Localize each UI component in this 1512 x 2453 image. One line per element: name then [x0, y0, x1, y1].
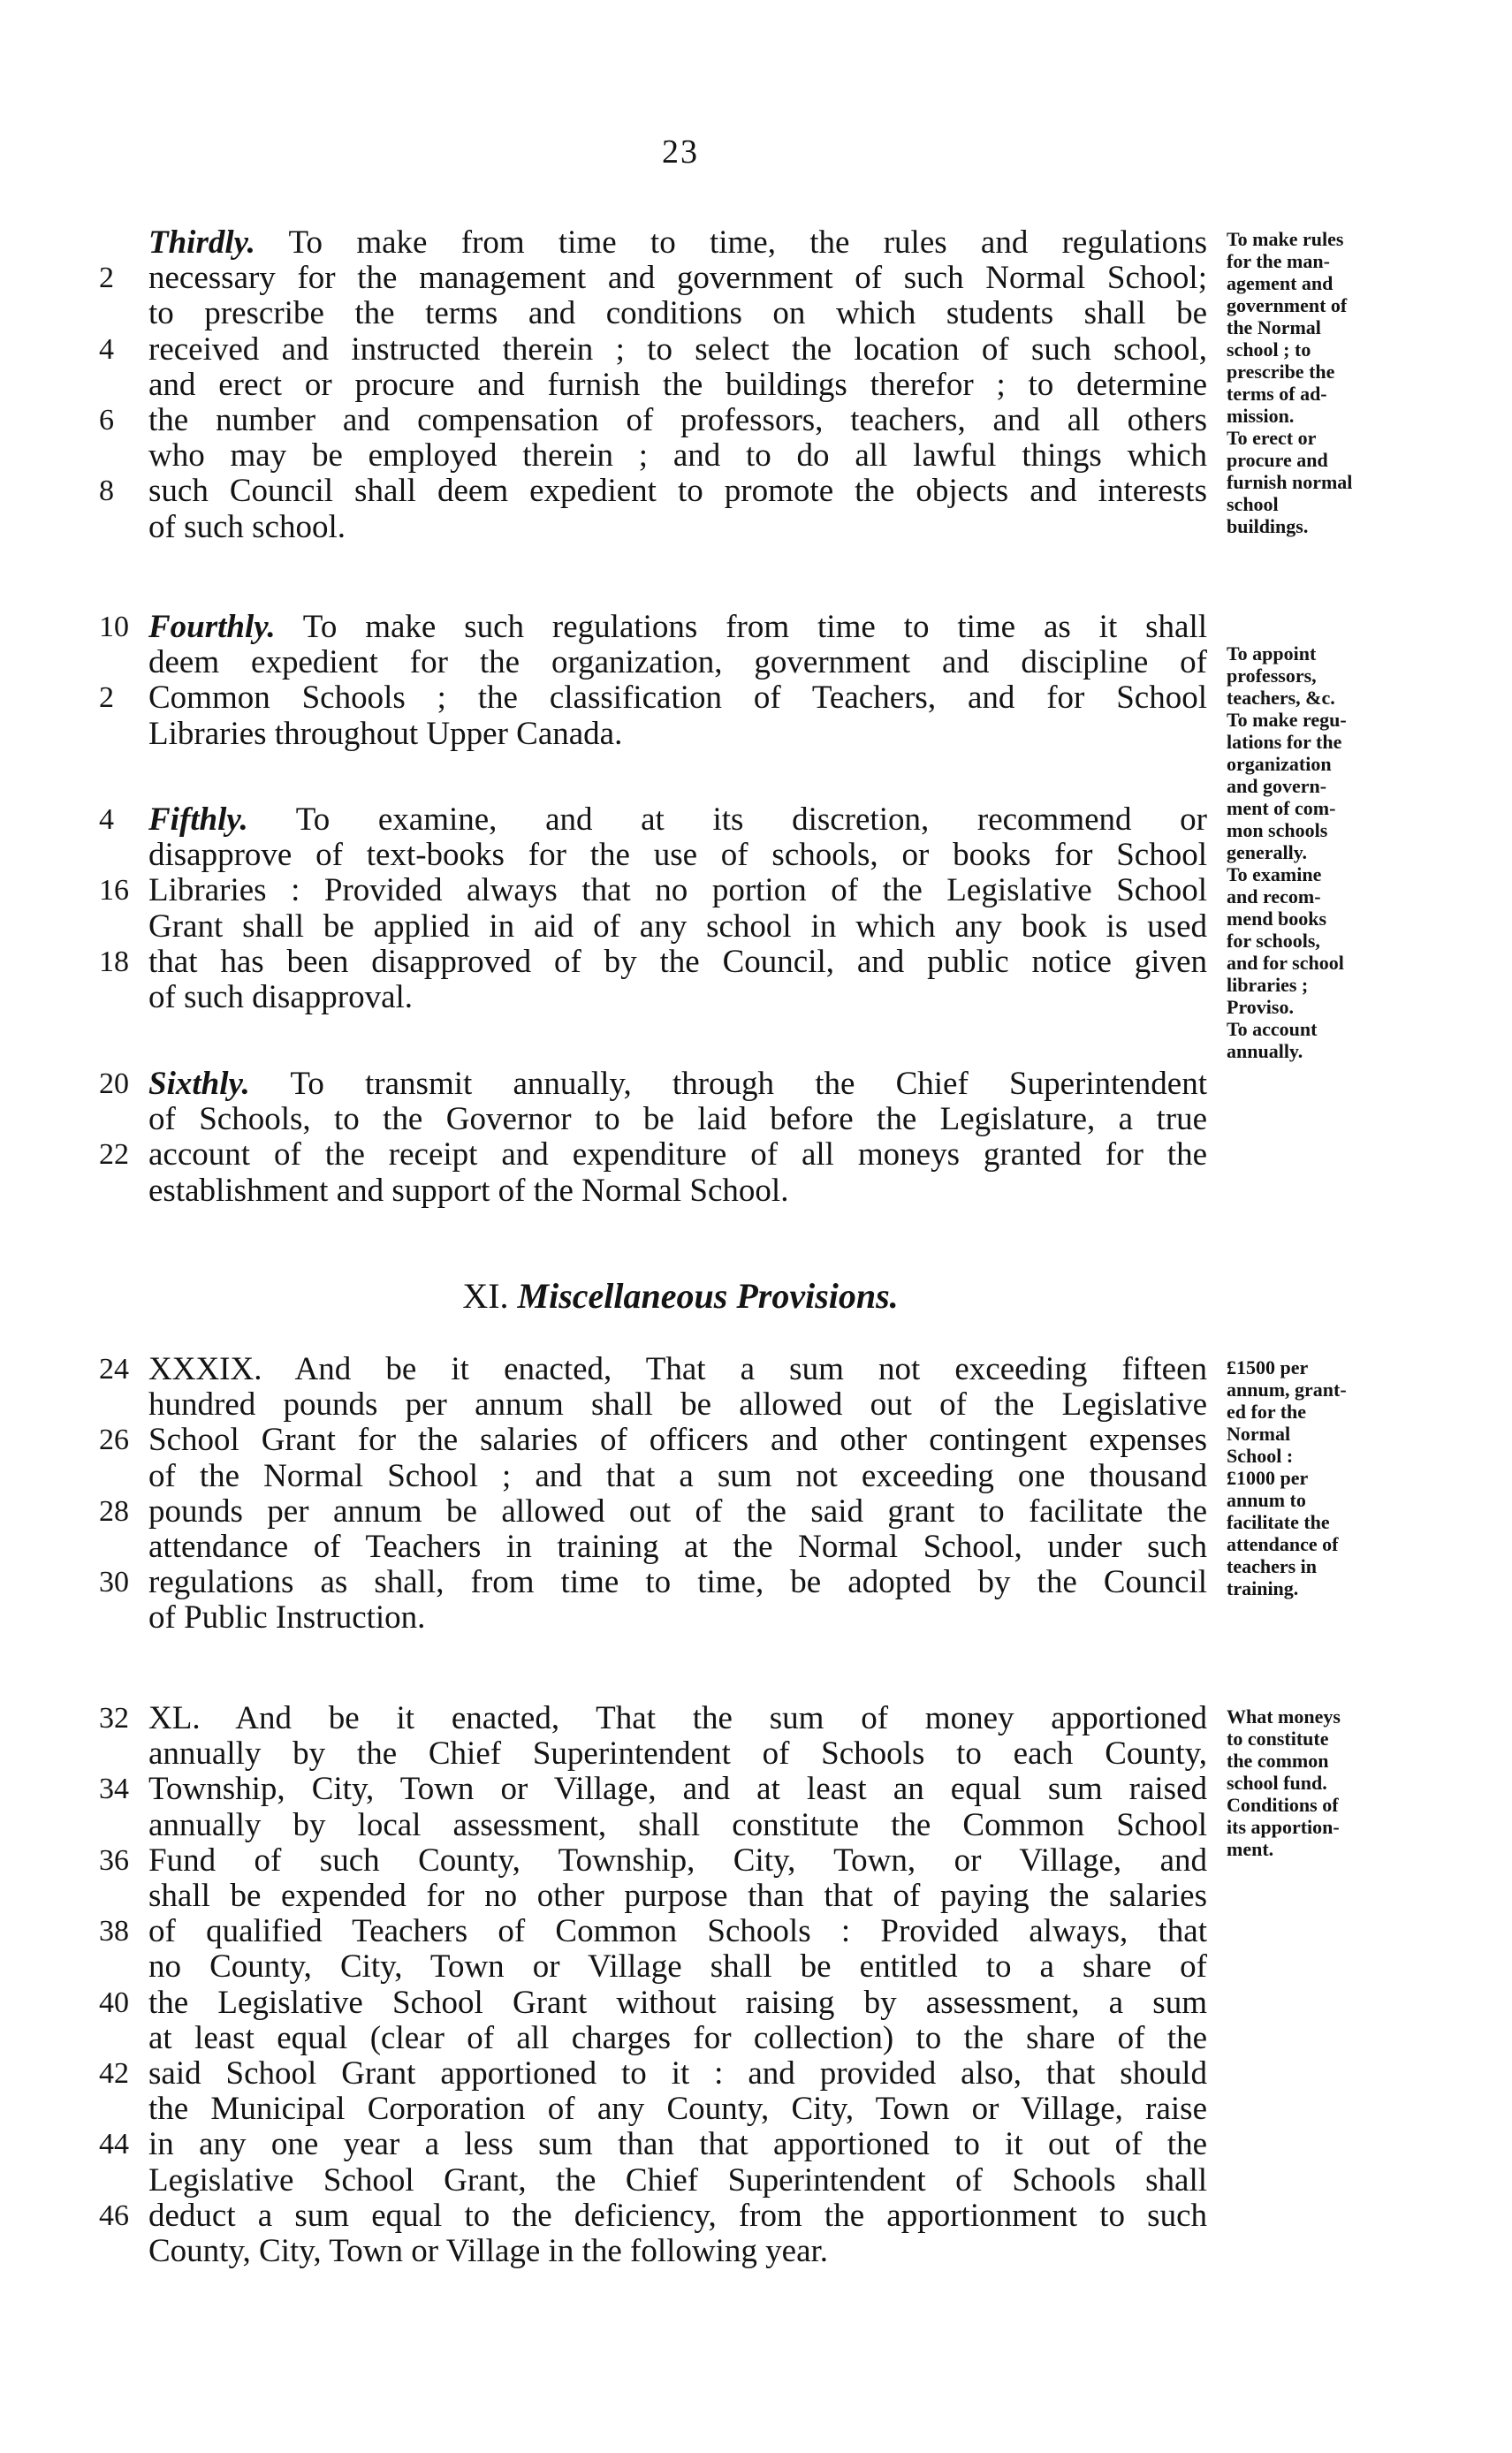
clause-text: To make such regulations from time to time as it shall: [275, 609, 1207, 645]
line-number: 28: [99, 1494, 129, 1528]
margin-note-line: £1000 per: [1227, 1467, 1309, 1489]
margin-note-line: generally.: [1227, 841, 1308, 863]
text-line: of Schools, to the Governor to be laid before the Legislature, a true: [148, 1101, 1207, 1138]
margin-note-line: for schools,: [1227, 930, 1320, 952]
line-number: 2: [99, 681, 114, 715]
line-number: 16: [99, 874, 129, 908]
text-line: [148, 802, 1207, 838]
line-number: 26: [99, 1424, 129, 1457]
margin-note-line: buildings.: [1227, 515, 1309, 537]
margin-note-line: the common: [1227, 1750, 1329, 1772]
margin-note-line: and govern-: [1227, 775, 1327, 797]
line-number: 36: [99, 1843, 129, 1877]
line-number: 4: [99, 332, 114, 366]
margin-note-line: teachers, &c.: [1227, 687, 1335, 709]
page-number: 23: [662, 133, 699, 171]
text-line: [148, 1067, 1207, 1102]
text-line: received and instructed therein ; to select the location of such school,: [148, 330, 1207, 368]
clause-lead: Fifthly.: [148, 801, 248, 838]
clause-text: To transmit annually, through the Chief Superintendent: [249, 1066, 1207, 1102]
text-line: annually by local assessment, shall constitute the Common School: [148, 1806, 1207, 1843]
text-line: who may be employed therein ; and to do all lawful things which: [148, 437, 1207, 475]
line-number: 10: [99, 611, 129, 643]
text-line: XL. And be it enacted, That the sum of money apportioned: [148, 1700, 1207, 1736]
margin-note-line: the Normal: [1227, 316, 1321, 338]
text-line: Common Schools ; the classification of Teachers, and for School: [148, 680, 1207, 717]
margin-note-line: professors,: [1227, 665, 1317, 687]
line-number: 20: [99, 1067, 129, 1100]
line-number: 32: [99, 1702, 129, 1735]
margin-note-line: teachers in: [1227, 1555, 1318, 1577]
margin-note-line: ment.: [1227, 1838, 1274, 1860]
margin-note-line: lations for the: [1227, 731, 1342, 753]
margin-note-line: training.: [1227, 1577, 1299, 1599]
text-line: the Municipal Corporation of any County, City, Town or Village, raise: [148, 2091, 1207, 2128]
text-line: such Council shall deem expedient to promote the objects and interests: [148, 473, 1207, 510]
clause-lead: Fourthly.: [148, 609, 276, 645]
section-heading: [0, 1277, 1361, 1316]
line-number: 4: [99, 803, 114, 836]
text-line: School Grant for the salaries of officers and other contingent expenses: [148, 1422, 1207, 1459]
text-line: Township, City, Town or Village, and at least an equal sum raised: [148, 1771, 1207, 1808]
line-number: 44: [99, 2128, 129, 2161]
margin-note-line: To erect or: [1227, 427, 1317, 449]
margin-note-line: annually.: [1227, 1040, 1303, 1062]
text-line: Fund of such County, Township, City, Town, or Village, and: [148, 1842, 1207, 1879]
line-number: 2: [99, 262, 114, 295]
text-line: of the Normal School ; and that a sum not exceeding one thousand: [148, 1457, 1207, 1494]
margin-note-line: attendance of: [1227, 1533, 1339, 1555]
text-line: attendance of Teachers in training at the Normal School, under such: [148, 1529, 1207, 1565]
text-line: necessary for the management and government of such Normal School;: [148, 260, 1207, 297]
margin-note-line: Conditions of: [1227, 1794, 1339, 1816]
line-number: 38: [99, 1915, 129, 1948]
margin-note-line: To examine: [1227, 863, 1322, 885]
text-line: deduct a sum equal to the deficiency, from the apportionment to such: [148, 2197, 1207, 2234]
text-line: hundred pounds per annum shall be allowed out of the Legislative: [148, 1386, 1207, 1424]
margin-note-line: £1500 per: [1227, 1356, 1309, 1378]
clause-text: To make from time to time, the rules and regulations: [255, 224, 1207, 261]
text-line: annually by the Chief Superintendent of Schools to each County,: [148, 1735, 1207, 1773]
margin-note-line: School :: [1227, 1445, 1294, 1467]
margin-note-line: libraries ;: [1227, 974, 1309, 996]
text-line: shall be expended for no other purpose than that of paying the salaries: [148, 1878, 1207, 1914]
margin-note-line: ment of com-: [1227, 797, 1336, 819]
margin-note-line: terms of ad-: [1227, 383, 1327, 405]
text-line: of qualified Teachers of Common Schools : Provided always, that: [148, 1913, 1207, 1950]
margin-note-line: To make regu-: [1227, 709, 1347, 731]
clause-text: To examine, and at its discretion, recommend or: [247, 801, 1207, 838]
text-line: at least equal (clear of all charges for collection) to the share of the: [148, 2019, 1207, 2056]
section-number: XI.: [462, 1276, 509, 1316]
text-line: Libraries throughout Upper Canada.: [148, 715, 623, 752]
margin-note-line: ed for the: [1227, 1401, 1307, 1423]
margin-note-line: organization: [1227, 753, 1332, 775]
margin-note-line: school ; to: [1227, 338, 1311, 361]
margin-note-line: annum to: [1227, 1489, 1306, 1511]
text-line: pounds per annum be allowed out of the said grant to facilitate the: [148, 1492, 1207, 1530]
margin-note: [1227, 1356, 1439, 1599]
line-number: 8: [99, 475, 114, 508]
margin-note-line: government of: [1227, 294, 1348, 316]
line-number: 42: [99, 2057, 129, 2090]
text-line: to prescribe the terms and conditions on which students shall be: [148, 295, 1207, 332]
text-line: the number and compensation of professors, teachers, and all others: [148, 402, 1207, 438]
line-number: 22: [99, 1138, 129, 1172]
text-line: and erect or procure and furnish the buildings therefor ; to determine: [148, 366, 1207, 403]
text-line: of Public Instruction.: [148, 1599, 426, 1637]
margin-note-line: mission.: [1227, 405, 1295, 427]
margin-note-line: mend books: [1227, 908, 1327, 930]
margin-note-line: To make rules: [1227, 228, 1344, 250]
section-title: Miscellaneous Provisions.: [517, 1276, 899, 1316]
text-line: of such school.: [148, 508, 346, 545]
line-number: 30: [99, 1566, 129, 1599]
margin-note-line: and recom-: [1227, 885, 1321, 908]
text-line: Grant shall be applied in aid of any school in which any book is used: [148, 908, 1207, 945]
margin-note-line: school fund.: [1227, 1772, 1327, 1794]
margin-note-line: To account: [1227, 1018, 1318, 1040]
text-line: XXXIX. And be it enacted, That a sum not exceeding fifteen: [148, 1351, 1207, 1387]
line-number: 34: [99, 1773, 129, 1806]
text-line: said School Grant apportioned to it : and provided also, that should: [148, 2055, 1207, 2092]
margin-note-line: its apportion-: [1227, 1816, 1340, 1838]
margin-note-line: Proviso.: [1227, 996, 1294, 1018]
clause-lead: Thirdly.: [148, 224, 255, 261]
margin-note-line: Normal: [1227, 1423, 1291, 1445]
text-line: deem expedient for the organization, government and discipline of: [148, 644, 1207, 681]
margin-note-line: procure and: [1227, 449, 1328, 471]
margin-note-line: to constitute: [1227, 1728, 1329, 1750]
line-number: 6: [99, 404, 114, 437]
text-line: establishment and support of the Normal School.: [148, 1172, 789, 1209]
line-number: 18: [99, 945, 129, 978]
line-number: 46: [99, 2199, 129, 2232]
line-number: 40: [99, 1986, 129, 2019]
margin-note-line: agement and: [1227, 272, 1333, 294]
text-line: Libraries : Provided always that no portion of the Legislative School: [148, 872, 1207, 909]
text-line: disapprove of text-books for the use of schools, or books for School: [148, 837, 1207, 874]
text-line: account of the receipt and expenditure of all moneys granted for the: [148, 1136, 1207, 1173]
text-line: [148, 610, 1207, 645]
margin-note-line: facilitate the: [1227, 1511, 1330, 1533]
margin-note: [1227, 642, 1439, 1062]
margin-note: [1227, 228, 1439, 537]
text-line: of such disapproval.: [148, 979, 414, 1015]
margin-note-line: and for school: [1227, 952, 1344, 974]
line-number: 24: [99, 1353, 129, 1386]
text-line: County, City, Town or Village in the following year.: [148, 2233, 829, 2269]
text-line: [148, 225, 1207, 261]
text-line: regulations as shall, from time to time, be adopted by the Council: [148, 1564, 1207, 1601]
margin-note-line: prescribe the: [1227, 361, 1335, 383]
clause-lead: Sixthly.: [148, 1066, 250, 1102]
margin-note-line: furnish normal: [1227, 471, 1353, 493]
margin-note: [1227, 1705, 1439, 1860]
margin-note-line: To appoint: [1227, 642, 1317, 665]
text-line: the Legislative School Grant without raising by assessment, a sum: [148, 1984, 1207, 2021]
margin-note-line: What moneys: [1227, 1705, 1341, 1728]
margin-note-line: mon schools: [1227, 819, 1328, 841]
text-line: in any one year a less sum than that apportioned to it out of the: [148, 2126, 1207, 2163]
text-line: no County, City, Town or Village shall be entitled to a share of: [148, 1948, 1207, 1986]
margin-note-line: school: [1227, 493, 1279, 515]
text-line: Legislative School Grant, the Chief Superintendent of Schools shall: [148, 2161, 1207, 2199]
margin-note-line: for the man-: [1227, 250, 1330, 272]
text-line: that has been disapproved of by the Council, and public notice given: [148, 943, 1207, 980]
margin-note-line: annum, grant-: [1227, 1378, 1347, 1401]
